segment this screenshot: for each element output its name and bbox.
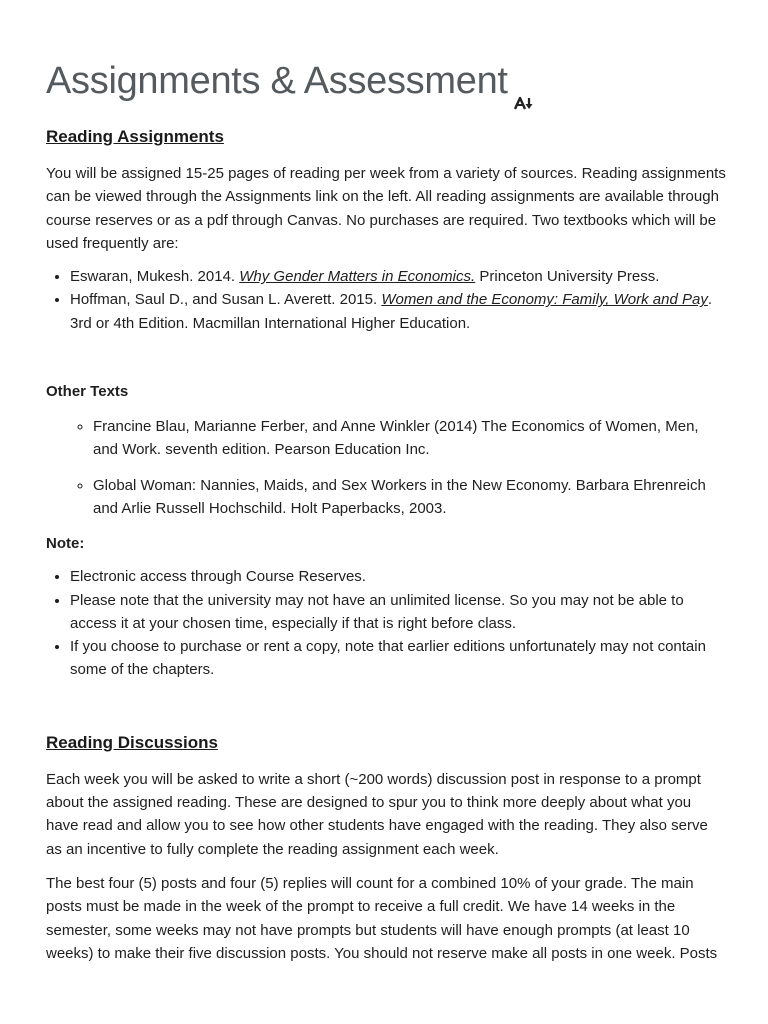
page-title-text: Assignments & Assessment [46, 60, 508, 102]
textbook-2-prefix: Hoffman, Saul D., and Susan L. Averett. 2015. [70, 291, 382, 309]
textbook-1-prefix: Eswaran, Mukesh. 2014. [70, 268, 240, 286]
list-item: ◦ Francine Blau, Marianne Ferber, and Anne Winkler (2014) The Economics of Women, Men, and Work. seventh edition. Pearson Education Inc. [93, 415, 726, 462]
textbook-2-suffix: . 3rd or 4th Edition. Macmillan International Higher Education. [70, 291, 712, 332]
list-item: • If you choose to purchase or rent a copy, note that earlier editions unfortunately may not contain some of the chapters. [70, 635, 726, 682]
page-title [46, 58, 726, 104]
textbook-1-link[interactable]: Why Gender Matters in Economics. [239, 268, 476, 286]
note-heading: Note: [46, 535, 85, 553]
list-item: • Electronic access through Course Reserves. [70, 565, 726, 588]
reading-discussions-heading: Reading Discussions [46, 732, 218, 752]
accessibility-sort-icon[interactable] [514, 76, 536, 92]
list-item [70, 265, 726, 288]
page-content [46, 58, 726, 965]
note-list [46, 565, 726, 681]
reading-assignments-paragraph: You will be assigned 15-25 pages of reading per week from a variety of sources. Reading assignments can be viewed through the Assignments link on the left. All reading assignments are available through course reserves or as a pdf through Canvas. No purchases are required. Two textbooks which will be used frequently are: [46, 165, 726, 252]
list-item: • Please note that the university may not have an unlimited license. So you may not be able to access it at your chosen time, especially if that is right before class. [70, 589, 726, 636]
reading-assignments-heading: Reading Assignments [46, 127, 224, 146]
textbook-2-link[interactable]: Women and the Economy: Family, Work and Pay [381, 291, 708, 309]
textbook-list [46, 265, 726, 335]
textbook-1-suffix: Princeton University Press. [475, 268, 660, 286]
list-item: ◦ Global Woman: Nannies, Maids, and Sex Workers in the New Economy. Barbara Ehrenreich and Arlie Russell Hochschild. Holt Paperbacks, 2003. [93, 474, 726, 521]
list-item [70, 288, 726, 335]
reading-discussions-paragraph-2: The best four (5) posts and four (5) replies will count for a combined 10% of your grade. The main posts must be made in the week of the prompt to receive a full credit. We have 14 weeks in the semester, some weeks may not have prompts but students will have enough prompts (at least 10 weeks) to make their five discussion posts. You should not reserve make all posts in one week. Posts [46, 874, 718, 962]
other-texts-heading: Other Texts [46, 383, 129, 401]
other-texts-list [46, 415, 726, 520]
reading-discussions-paragraph-1: Each week you will be asked to write a short (~200 words) discussion post in response to a prompt about the assigned reading. These are designed to spur you to think more deeply about what you have read and allow you to see how other students have engaged with the reading. They also serve as an incentive to fully complete the reading assignment each week. [46, 770, 708, 858]
